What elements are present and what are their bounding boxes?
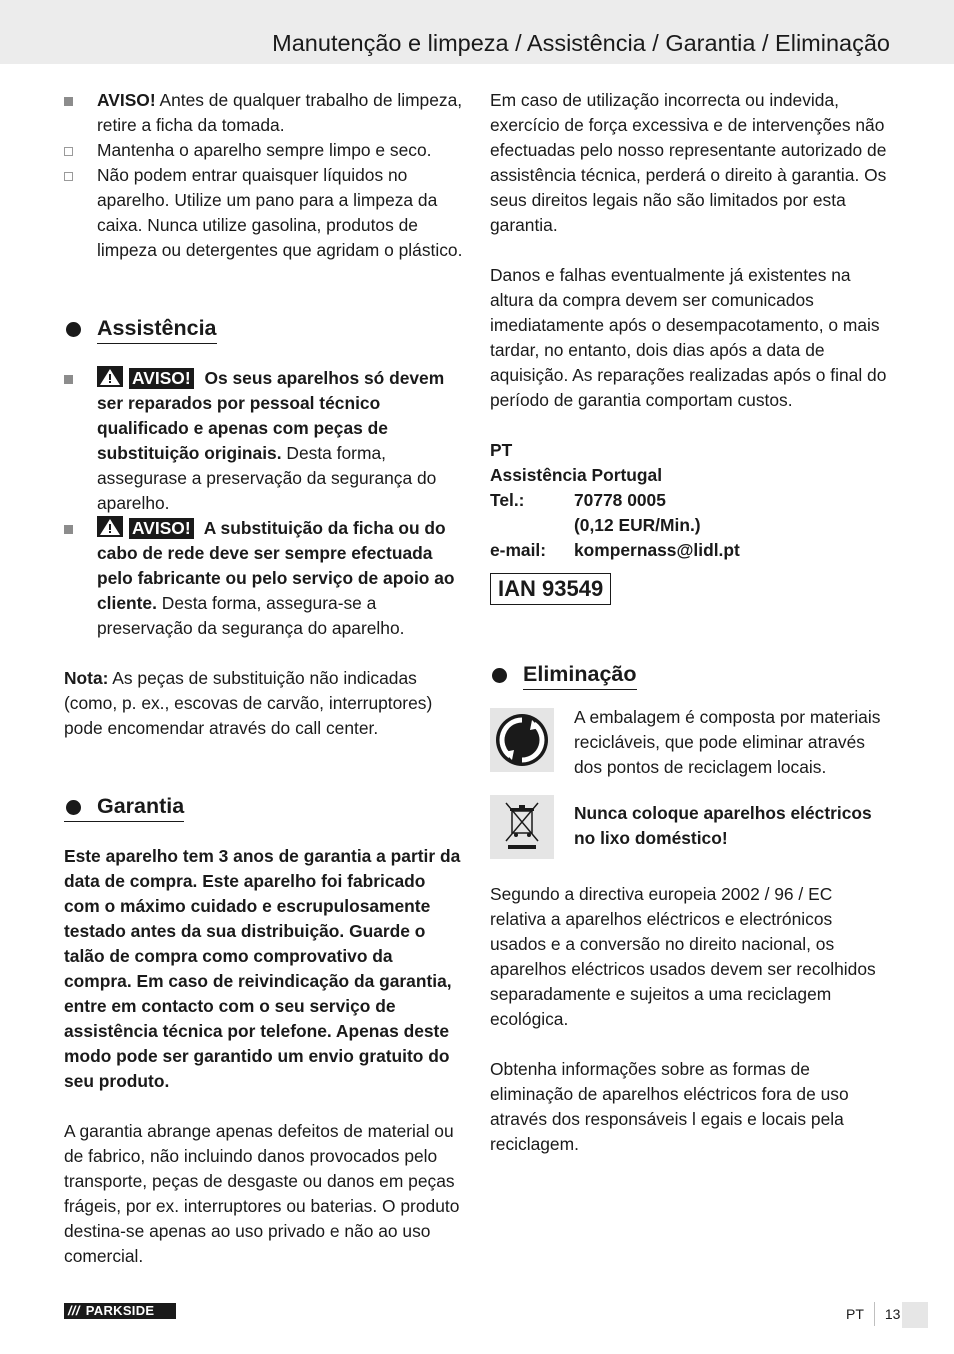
heading-text: Garantia [64,791,184,822]
contact-country: PT [490,440,513,460]
maintenance-list [64,88,464,263]
contact-name: Assistência Portugal [490,465,663,485]
left-column [64,88,464,1269]
section-heading-garantia [64,791,464,822]
note-paragraph [64,666,464,741]
footer-divider [874,1302,875,1326]
list-item [64,88,464,138]
warranty-paragraph: Danos e falhas eventualmente já existentes na altura da compra devem ser comunicados imediatamente após o desempacotamento, o mais tardar, no entanto, dois dias após a data de aquisição. As reparações realizadas após o final do período de garantia comportam custos. [490,265,887,410]
heading-text: Assistência [97,313,217,344]
warranty-paragraph: Em caso de utilização incorrecta ou indevida, exercício de força excessiva e de intervenções não efectuadas pelo nosso representante autorizado de assistência técnica, perderá o direito à garantia. Os seus direitos legais não são limitados por esta garantia. [490,90,887,235]
logo-stripes-icon: /// [68,1303,80,1318]
bullet-dot-icon [66,322,81,337]
list-item-text: Mantenha o aparelho sempre limpo e seco. [97,140,432,160]
header-bar [0,0,954,64]
packaging-row [490,707,892,777]
warning-bold-text: Os seus aparelhos só devem ser reparados por pessoal técnico qualificado e apenas com peças de substituição originais. [97,368,445,463]
language-code: PT [846,1306,864,1322]
section-heading-eliminacao [490,659,892,690]
crossed-out-bin-icon [490,795,554,859]
weee-text: Nunca coloque aparelhos eléctricos no lixo doméstico! [574,803,872,848]
warning-text: Desta forma, assegurase a preservação da segurança do aparelho. [97,443,437,513]
right-column [490,88,892,1157]
warning-label: AVISO! [97,90,156,110]
ian-box: IAN 93549 [490,573,611,605]
page-title: Manutenção e limpeza / Assistência / Garantia / Eliminação [272,30,890,56]
brand-logo [64,1303,176,1319]
note-text: As peças de substituição não indicadas (como, p. ex., escovas de carvão, interruptores) pode encomendar através do call center. [64,668,433,738]
heading-text: Eliminação [523,659,637,690]
note-label: Nota: [64,668,109,688]
page-number: 13 [884,1306,901,1322]
warning-triangle-icon [97,366,123,387]
warranty-bold-paragraph: Este aparelho tem 3 anos de garantia a partir da data de compra. Este aparelho foi fabricado com o máximo cuidado e escrupulosamente testado antes da sua distribuição. Guarde o talão de compra como comprovativo da compra. Em caso de reivindicação da garantia, entre em contacto com o seu serviço de assistência técnica por telefone. Apenas deste modo pode ser garantido um envio gratuito do seu produto. [64,846,461,1091]
packaging-text: A embalagem é composta por materiais recicláveis, que pode eliminar através dos pontos de reciclagem locais. [574,707,881,777]
weee-row [490,795,892,859]
disposal-paragraph: Obtenha informações sobre as formas de eliminação de aparelhos eléctricos fora de uso através dos responsáveis l egais e locais pela reciclagem. [490,1059,849,1154]
warranty-paragraph: A garantia abrange apenas defeitos de material ou de fabrico, não incluindo danos provocados pelo transporte, peças de desgaste ou danos em peças frágeis, por ex. interruptores ou baterias. O produto destina-se apenas ao uso privado e não ao uso comercial. [64,1121,460,1266]
disposal-paragraph: Segundo a directiva europeia 2002 / 96 / EC relativa a aparelhos eléctricos e electrónicos usados e a conversão no direito nacional, os aparelhos eléctricos usados devem ser recolhidos separadamente e sujeitos a uma reciclagem ecológica. [490,884,876,1029]
list-item [64,138,464,163]
bullet-dot-icon [492,668,507,683]
tel-label: Tel.: [490,490,525,510]
tel-price: (0,12 EUR/Min.) [574,515,701,535]
warning-item [64,366,464,516]
square-bullet-icon [64,525,73,534]
square-bullet-icon [64,375,73,384]
footer-tab [902,1302,928,1328]
list-item [64,163,464,263]
warning-text: Desta forma, assegura-se a preservação da segurança do aparelho. [97,593,405,638]
tel-number: 70778 0005 [574,490,666,510]
list-item-text: Não podem entrar quaisquer líquidos no aparelho. Utilize um pano para a limpeza da caixa. Nunca utilize gasolina, produtos de limpeza ou detergentes que agridam o plástico. [97,165,463,260]
warning-triangle-icon [97,516,123,537]
hollow-square-bullet-icon [64,147,73,156]
warning-bold-text: A substituição da ficha ou do cabo de rede deve ser sempre efectuada pelo fabricante ou pelo serviço de apoio ao cliente. [97,518,455,613]
email-address[interactable]: kompernass@lidl.pt [574,540,740,560]
square-bullet-icon [64,97,73,106]
list-item-text: Antes de qualquer trabalho de limpeza, retire a ficha da tomada. [97,90,463,135]
aviso-badge: AVISO! [129,518,194,539]
aviso-badge: AVISO! [129,368,194,389]
page-footer [846,1302,900,1326]
brand-name: PARKSIDE [85,1303,155,1318]
green-dot-recycling-icon [490,708,554,772]
email-label: e-mail: [490,540,547,560]
bullet-dot-icon [66,800,81,815]
section-heading-assistencia [64,313,464,344]
hollow-square-bullet-icon [64,172,73,181]
warning-item [64,516,464,641]
contact-table [490,488,740,563]
